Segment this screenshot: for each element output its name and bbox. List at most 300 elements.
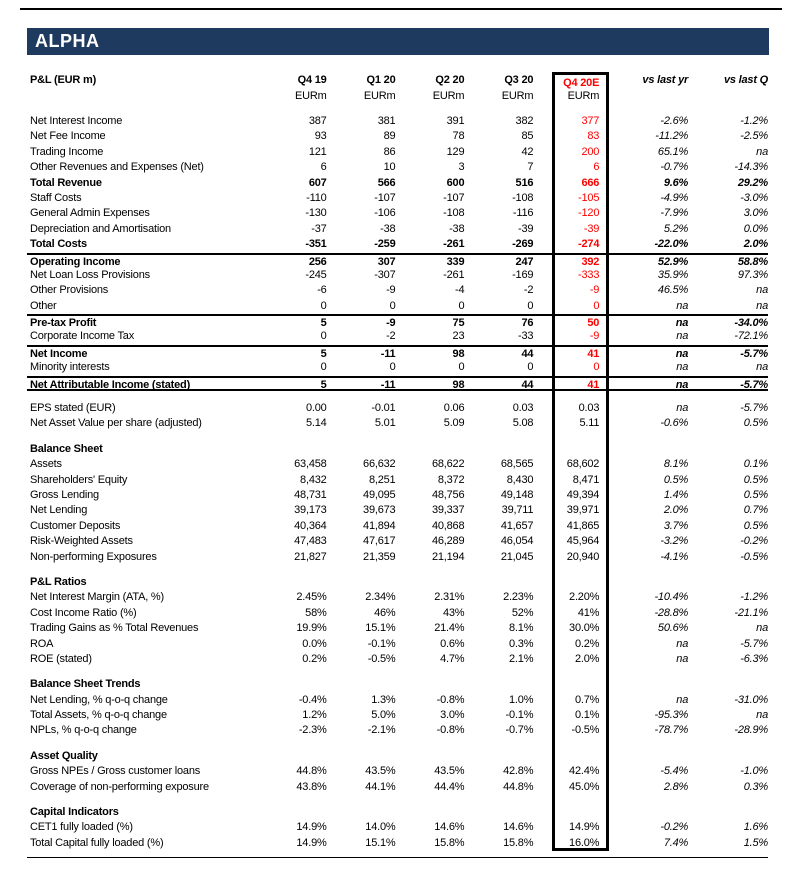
row-label: EPS stated (EUR)	[30, 402, 116, 415]
cell-q4-19	[277, 677, 327, 692]
cell-q4-19: 121	[308, 145, 327, 158]
table-row	[27, 708, 768, 723]
cell-vs-last-yr: -2.6%	[660, 115, 689, 127]
cell-q3-20	[464, 749, 533, 764]
cell-q1-20: 566	[377, 176, 396, 189]
cell-q4-19: 14.9%	[296, 821, 327, 834]
cell-q4-19	[277, 391, 327, 401]
cell-q4-19: 93	[314, 130, 327, 143]
table-row	[27, 253, 768, 268]
cell-q1-20: 44.1%	[365, 780, 396, 793]
spacer-row	[27, 739, 768, 749]
cell-q2-20: 23	[452, 330, 465, 343]
table-row	[27, 129, 768, 144]
cell-q4-19	[277, 442, 327, 457]
cell-q1-20: -11	[380, 378, 396, 391]
table-row	[27, 652, 768, 667]
cell-q3-20: 0	[527, 361, 534, 374]
row-label: Total Assets, % q-o-q change	[30, 709, 167, 722]
cell-vs-last-yr: 0.5%	[663, 473, 689, 486]
cell-q4-19	[277, 565, 327, 575]
cell-q4-19: -245	[305, 268, 327, 281]
spacer-row	[27, 565, 768, 575]
cell-q4-20e: 6	[552, 160, 609, 175]
row-label: Other Provisions	[30, 284, 109, 297]
cell-q1-20: -0.5%	[367, 652, 396, 665]
cell-q3-20	[464, 575, 533, 590]
cell-vs-last-q: 0.3%	[743, 780, 769, 793]
cell-q2-20: 3	[458, 161, 465, 174]
cell-q2-20: 21.4%	[434, 622, 465, 635]
table-row	[27, 314, 768, 329]
row-label: Other Revenues and Expenses (Net)	[30, 161, 204, 174]
row-label: Operating Income	[30, 255, 121, 268]
table-row	[27, 503, 768, 518]
cell-q3-20: 15.8%	[503, 836, 534, 849]
cell-q1-20: 15.1%	[365, 622, 396, 635]
unit-row-spacer	[609, 88, 688, 104]
cell-vs-last-q: na	[756, 709, 769, 722]
cell-q4-19: 607	[308, 176, 327, 189]
cell-vs-last-yr: -78.7%	[654, 724, 689, 737]
cell-vs-last-q: -34.0%	[734, 317, 769, 330]
cell-q2-20: 43.5%	[434, 765, 465, 778]
cell-q4-19: -110	[306, 191, 327, 204]
cell-q1-20: 8,251	[368, 473, 396, 486]
cell-q1-20: -0.01	[371, 402, 396, 415]
table-header-label: P&L (EUR m)	[30, 74, 97, 86]
cell-vs-last-q: 0.5%	[743, 473, 769, 486]
row-label: Net Interest Margin (ATA, %)	[30, 591, 164, 604]
cell-q4-19: 47,483	[294, 535, 327, 548]
cell-q2-20: 43%	[442, 606, 465, 619]
cell-q1-20: 43.5%	[365, 765, 396, 778]
cell-q3-20: 247	[515, 255, 534, 268]
cell-vs-last-q	[688, 805, 768, 820]
table-row	[27, 268, 768, 283]
cell-q3-20: 42	[521, 145, 534, 158]
unit-label: EURm	[294, 90, 327, 102]
row-label: ROA	[30, 637, 54, 650]
cell-q4-20e: -9	[552, 329, 609, 344]
cell-vs-last-q: -5.7%	[740, 637, 769, 650]
cell-q4-19: 2.45%	[296, 591, 327, 604]
table-row	[27, 473, 768, 488]
table-row	[27, 191, 768, 206]
row-label: Minority interests	[30, 361, 110, 374]
cell-q3-20: 41,657	[500, 519, 534, 532]
cell-q2-20: -261	[443, 238, 465, 251]
cell-q1-20	[327, 667, 396, 677]
row-label: Gross NPEs / Gross customer loans	[30, 765, 201, 778]
table-row	[27, 637, 768, 652]
row-label: Total Costs	[30, 238, 87, 251]
cell-q4-19: 0.0%	[302, 637, 327, 650]
cell-q1-20: -107	[374, 191, 396, 204]
row-label: Net Loan Loss Provisions	[30, 268, 150, 281]
cell-vs-last-yr: 35.9%	[657, 268, 689, 281]
cell-q4-20e: 20,940	[552, 550, 609, 565]
spacer	[27, 104, 277, 114]
table-row	[27, 519, 768, 534]
cell-vs-last-q: -28.9%	[734, 724, 769, 737]
spacer	[688, 104, 768, 114]
cell-q4-20e: 0.2%	[552, 637, 609, 652]
row-label: Gross Lending	[30, 488, 99, 501]
cell-q4-19: 0	[320, 330, 327, 343]
cell-q1-20: 307	[377, 255, 396, 268]
spacer-row	[27, 432, 768, 442]
cell-q2-20: 44.4%	[434, 780, 465, 793]
cell-q1-20	[327, 432, 396, 442]
cell-vs-last-yr: -5.4%	[660, 765, 689, 778]
cell-vs-last-q: -1.2%	[740, 115, 769, 127]
cell-q1-20	[327, 795, 396, 805]
row-label: Other	[30, 299, 57, 312]
cell-q1-20: -307	[374, 268, 396, 281]
cell-q2-20: 4.7%	[440, 652, 465, 665]
row-label	[27, 432, 277, 442]
cell-vs-last-q	[688, 739, 768, 749]
cell-q2-20	[395, 739, 464, 749]
table-body	[27, 114, 768, 851]
cell-q4-19: 5	[320, 378, 327, 391]
cell-q4-20e: 41%	[552, 606, 609, 621]
cell-q2-20: 0.6%	[440, 637, 465, 650]
section-header-row	[27, 805, 768, 820]
table-row	[27, 836, 768, 851]
cell-q4-19: 58%	[305, 606, 327, 619]
cell-q4-20e: 49,394	[552, 488, 609, 503]
cell-q3-20: 68,565	[500, 458, 534, 471]
cell-q4-19	[277, 749, 327, 764]
cell-vs-last-yr	[609, 442, 688, 457]
spacer	[464, 104, 533, 114]
cell-q2-20: 8,372	[437, 473, 465, 486]
cell-q4-20e: 200	[552, 145, 609, 160]
cell-q2-20: -4	[455, 284, 465, 297]
cell-q2-20	[395, 677, 464, 692]
table-row	[27, 376, 768, 391]
cell-q1-20: 41,894	[363, 519, 396, 532]
col-header-q4-20e-highlighted: Q4 20E	[552, 72, 609, 88]
cell-vs-last-yr: na	[676, 402, 689, 415]
table-row	[27, 488, 768, 503]
cell-q3-20: -116	[512, 207, 534, 220]
cell-q4-19	[277, 795, 327, 805]
row-label: Cost Income Ratio (%)	[30, 606, 137, 619]
cell-q4-20e: -120	[552, 206, 609, 221]
cell-vs-last-q: -1.0%	[740, 765, 769, 778]
cell-q4-19: -6	[317, 284, 327, 297]
cell-q2-20	[395, 391, 464, 401]
cell-q4-20e: 16.0%	[552, 836, 609, 851]
cell-q4-20e: -9	[552, 283, 609, 298]
unit-row-spacer	[27, 88, 277, 104]
cell-q4-20e	[552, 795, 609, 805]
cell-q4-19: -0.4%	[298, 693, 327, 706]
cell-q3-20: 44.8%	[503, 780, 534, 793]
cell-vs-last-yr	[609, 805, 688, 820]
cell-q4-20e: 5.11	[552, 416, 609, 431]
unit-row-spacer	[688, 88, 768, 104]
cell-q2-20	[395, 575, 464, 590]
section-header-row	[27, 442, 768, 457]
spacer	[609, 104, 688, 114]
cell-q3-20	[464, 442, 533, 457]
cell-q2-20: 0	[458, 361, 465, 374]
cell-q4-20e: 42.4%	[552, 764, 609, 779]
row-label	[27, 667, 277, 677]
cell-vs-last-q: 58.8%	[737, 255, 769, 268]
cell-q4-19: 8,432	[300, 473, 327, 486]
cell-q4-20e: 8,471	[552, 473, 609, 488]
cell-q4-20e	[552, 739, 609, 749]
row-label	[27, 391, 277, 401]
cell-vs-last-yr: 7.4%	[663, 836, 689, 849]
row-label: Coverage of non-performing exposure	[30, 780, 209, 793]
cell-q4-19: 5.14	[305, 417, 327, 430]
row-label: Balance Sheet	[30, 442, 103, 455]
cell-vs-last-yr: -3.2%	[660, 535, 689, 548]
cell-q4-19	[277, 667, 327, 677]
cell-vs-last-q: -5.7%	[740, 378, 769, 391]
cell-vs-last-q: na	[756, 622, 769, 635]
cell-q2-20: 46,289	[431, 535, 465, 548]
cell-q4-19	[277, 805, 327, 820]
cell-q4-20e: 0	[552, 360, 609, 375]
cell-q2-20: 78	[452, 130, 465, 143]
table-row	[27, 723, 768, 738]
cell-q4-19: -2.3%	[298, 724, 327, 737]
cell-vs-last-yr: na	[676, 299, 689, 312]
table-row	[27, 237, 768, 252]
table-row	[27, 693, 768, 708]
cell-vs-last-yr: na	[676, 652, 689, 665]
cell-q4-20e: 30.0%	[552, 621, 609, 636]
cell-q3-20: -269	[512, 238, 534, 251]
cell-q3-20	[464, 739, 533, 749]
cell-q3-20: 382	[515, 115, 534, 127]
cell-q2-20: -0.8%	[436, 693, 465, 706]
cell-q1-20: 2.34%	[365, 591, 396, 604]
row-label: Net Lending	[30, 504, 88, 517]
cell-q2-20	[395, 795, 464, 805]
row-label: Total Capital fully loaded (%)	[30, 836, 164, 849]
cell-q1-20: -38	[380, 222, 396, 235]
cell-vs-last-q: -1.2%	[740, 591, 769, 604]
cell-vs-last-q: -21.1%	[734, 606, 769, 619]
cell-q2-20: 68,622	[431, 458, 465, 471]
table-row	[27, 621, 768, 636]
table-row	[27, 160, 768, 175]
table-header-row	[27, 72, 768, 88]
cell-q3-20: 14.6%	[503, 821, 534, 834]
cell-q1-20: -2	[386, 330, 396, 343]
cell-q3-20	[464, 677, 533, 692]
cell-q2-20	[395, 432, 464, 442]
section-header-row	[27, 575, 768, 590]
cell-vs-last-yr: na	[676, 330, 689, 343]
cell-q4-20e: -105	[552, 191, 609, 206]
cell-q1-20: 0	[389, 299, 396, 312]
cell-q4-19: 256	[308, 255, 327, 268]
cell-q3-20: -108	[512, 191, 534, 204]
row-label: Shareholders' Equity	[30, 473, 128, 486]
cell-q3-20: 39,711	[501, 504, 534, 517]
row-label: Depreciation and Amortisation	[30, 222, 171, 235]
cell-q3-20: -169	[512, 268, 534, 281]
cell-q4-20e: 83	[552, 129, 609, 144]
unit-label: EURm	[501, 90, 534, 102]
cell-q4-19: 387	[308, 115, 327, 127]
cell-q4-19: -130	[305, 207, 327, 220]
cell-q3-20: 44	[521, 347, 534, 360]
cell-vs-last-q: -0.5%	[740, 550, 769, 563]
cell-vs-last-yr: 1.4%	[663, 488, 689, 501]
cell-q2-20: 0.06	[443, 402, 465, 415]
cell-vs-last-q: 97.3%	[737, 268, 769, 281]
spacer	[327, 104, 396, 114]
section-header-row	[27, 749, 768, 764]
cell-vs-last-q: 0.0%	[743, 222, 769, 235]
cell-q3-20: -39	[517, 222, 534, 235]
cell-vs-last-q	[688, 391, 768, 401]
cell-q4-20e: -39	[552, 222, 609, 237]
cell-q2-20	[395, 442, 464, 457]
row-label	[27, 739, 277, 749]
row-label: Net Interest Income	[30, 115, 123, 127]
cell-q1-20: 381	[377, 115, 396, 127]
cell-q2-20: 600	[446, 176, 465, 189]
cell-vs-last-q: 0.5%	[743, 417, 769, 430]
cell-q1-20: 46%	[374, 606, 396, 619]
cell-q4-20e	[552, 575, 609, 590]
table-row	[27, 550, 768, 565]
spacer	[552, 104, 609, 114]
cell-q3-20	[464, 565, 533, 575]
cell-vs-last-yr: 46.5%	[657, 284, 689, 297]
row-label: Pre-tax Profit	[30, 317, 97, 330]
cell-vs-last-yr	[609, 739, 688, 749]
cell-q1-20: 49,095	[363, 488, 396, 501]
cell-vs-last-yr: -10.4%	[654, 591, 689, 604]
cell-vs-last-yr: -22.0%	[654, 238, 689, 251]
cell-q4-20e	[552, 565, 609, 575]
cell-q2-20: 129	[446, 145, 465, 158]
cell-q3-20: 516	[515, 176, 534, 189]
cell-q2-20: -38	[449, 222, 465, 235]
cell-q4-20e: 0	[552, 299, 609, 314]
col-header-q1-20: Q1 20	[366, 74, 396, 86]
cell-vs-last-yr: na	[675, 378, 689, 391]
row-label: Net Asset Value per share (adjusted)	[30, 417, 202, 430]
cell-q1-20: -2.1%	[367, 724, 396, 737]
cell-vs-last-yr: -4.1%	[660, 550, 689, 563]
row-label: Staff Costs	[30, 191, 82, 204]
cell-q1-20	[327, 739, 396, 749]
cell-q2-20: 39,337	[431, 504, 465, 517]
cell-q4-19: 5	[320, 347, 327, 360]
cell-q3-20: 49,148	[500, 488, 534, 501]
cell-vs-last-q: na	[756, 361, 769, 374]
cell-q1-20: 47,617	[363, 535, 396, 548]
cell-q1-20: -106	[374, 207, 396, 220]
cell-vs-last-q: na	[756, 145, 769, 158]
cell-q3-20: 2.23%	[503, 591, 534, 604]
cell-q2-20	[395, 667, 464, 677]
cell-q4-20e: -333	[552, 268, 609, 283]
cell-vs-last-q: -0.2%	[740, 535, 769, 548]
row-label	[27, 565, 277, 575]
cell-vs-last-yr	[609, 667, 688, 677]
row-label: Risk-Weighted Assets	[30, 535, 133, 548]
cell-q1-20: -259	[374, 238, 396, 251]
row-label: Trading Income	[30, 145, 104, 158]
cell-q4-20e: 666	[552, 176, 609, 191]
col-header-q3-20: Q3 20	[504, 74, 534, 86]
cell-q3-20: 0.03	[512, 402, 534, 415]
cell-q2-20	[395, 565, 464, 575]
cell-vs-last-yr: na	[676, 361, 689, 374]
cell-q1-20: 66,632	[363, 458, 396, 471]
cell-q3-20: 0	[527, 299, 534, 312]
cell-q1-20: -0.1%	[367, 637, 396, 650]
row-label: Net Attributable Income (stated)	[30, 378, 191, 391]
cell-q4-19	[277, 575, 327, 590]
cell-q3-20: 21,045	[500, 550, 534, 563]
cell-q4-19: 0	[320, 361, 327, 374]
cell-q3-20: 1.0%	[509, 693, 534, 706]
cell-vs-last-q	[688, 565, 768, 575]
table-row	[27, 820, 768, 835]
cell-vs-last-q: -3.0%	[740, 191, 769, 204]
table-row	[27, 764, 768, 779]
cell-q1-20	[327, 749, 396, 764]
cell-q4-20e	[552, 442, 609, 457]
cell-q4-20e: 41	[552, 347, 609, 360]
cell-q3-20: 0.3%	[509, 637, 534, 650]
cell-vs-last-yr: 65.1%	[657, 145, 689, 158]
cell-q1-20: 5.01	[374, 417, 396, 430]
table-row	[27, 206, 768, 221]
cell-q1-20: 0	[389, 361, 396, 374]
cell-vs-last-q	[688, 575, 768, 590]
cell-vs-last-q: 29.2%	[737, 176, 769, 189]
cell-q3-20	[464, 667, 533, 677]
cell-q2-20: 339	[446, 255, 465, 268]
cell-q1-20	[327, 442, 396, 457]
cell-vs-last-yr	[609, 565, 688, 575]
spacer	[277, 104, 327, 114]
row-label: General Admin Expenses	[30, 207, 150, 220]
cell-q2-20: 21,194	[431, 550, 465, 563]
cell-q1-20	[327, 805, 396, 820]
cell-q1-20: 1.3%	[371, 693, 396, 706]
cell-q1-20	[327, 391, 396, 401]
cell-vs-last-yr: 2.8%	[663, 780, 689, 793]
cell-q2-20: 2.31%	[434, 591, 465, 604]
cell-vs-last-q: 2.0%	[743, 238, 769, 251]
cell-vs-last-yr: -0.6%	[660, 417, 689, 430]
cell-vs-last-q: -5.7%	[740, 402, 769, 415]
cell-q4-19: 6	[320, 161, 327, 174]
row-label: Asset Quality	[30, 749, 98, 762]
cell-q4-20e: 0.03	[552, 401, 609, 416]
cell-q2-20: 14.6%	[434, 821, 465, 834]
cell-q2-20: -107	[443, 191, 465, 204]
cell-q3-20: -0.7%	[505, 724, 534, 737]
